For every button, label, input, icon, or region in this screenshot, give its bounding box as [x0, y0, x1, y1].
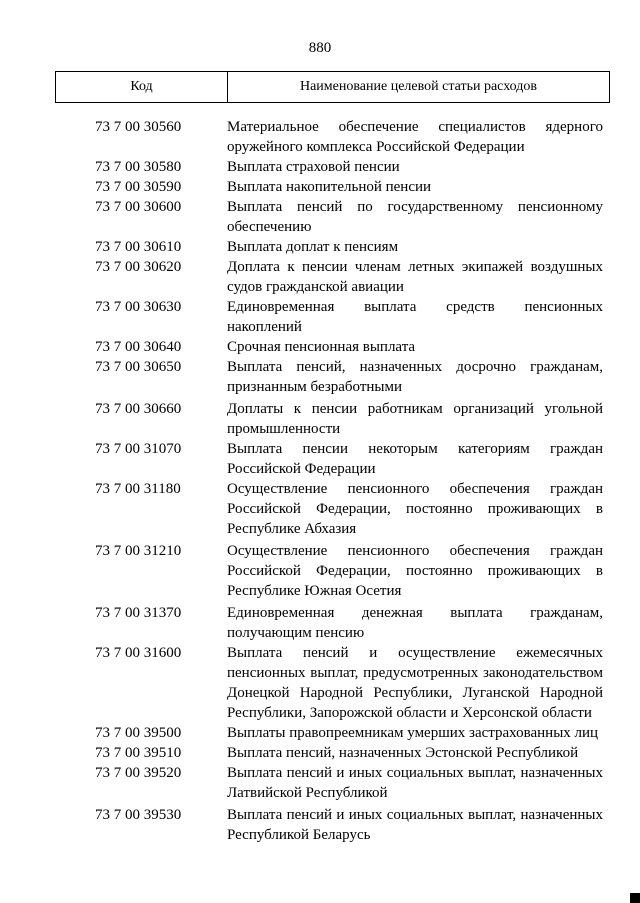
table-row — [0, 603, 640, 643]
row-code: 73 7 00 39520 — [95, 765, 182, 781]
row-name: Выплата страховой пенсии — [227, 159, 400, 175]
row-code: 73 7 00 30660 — [95, 401, 182, 417]
row-code: 73 7 00 30560 — [95, 119, 182, 135]
table-row — [0, 805, 640, 845]
table-row — [0, 157, 640, 177]
table-row — [0, 117, 640, 157]
table-row — [0, 357, 640, 397]
table-row — [0, 297, 640, 337]
table-row — [0, 439, 640, 479]
table-row — [0, 257, 640, 297]
row-code: 73 7 00 31210 — [95, 543, 182, 559]
row-code: 73 7 00 31180 — [95, 481, 181, 497]
table-row — [0, 723, 640, 743]
row-code: 73 7 00 31600 — [95, 645, 182, 661]
table-row — [0, 337, 640, 357]
row-name: Осуществление пенсионного обеспечения граждан Российской Федерации, постоянно проживающих в Республике Южная Осетия — [227, 543, 603, 599]
table-header — [55, 71, 610, 103]
table-row — [0, 399, 640, 439]
row-code: 73 7 00 30610 — [95, 239, 182, 255]
row-name: Выплата пенсий и иных социальных выплат, назначенных Латвийской Республикой — [227, 765, 603, 801]
row-name: Выплата пенсий и осуществление ежемесячных пенсионных выплат, предусмотренных законодательством Донецкой Народной Республики, Луганской Народной Республики, Запорожской области и Херсонской области — [227, 645, 603, 721]
row-code: 73 7 00 30590 — [95, 179, 182, 195]
row-code: 73 7 00 31370 — [95, 605, 182, 621]
row-name: Выплата доплат к пенсиям — [227, 239, 399, 255]
row-name: Выплата пенсий и иных социальных выплат, назначенных Республикой Беларусь — [227, 807, 603, 843]
row-name: Осуществление пенсионного обеспечения граждан Российской Федерации, постоянно проживающих в Республике Абхазия — [227, 481, 603, 537]
row-name: Материальное обеспечение специалистов ядерного оружейного комплекса Российской Федерации — [227, 119, 603, 155]
row-code: 73 7 00 31070 — [95, 441, 182, 457]
row-name: Единовременная денежная выплата гражданам, получающим пенсию — [227, 605, 603, 641]
row-code: 73 7 00 30580 — [95, 159, 182, 175]
row-name: Выплата пенсий, назначенных Эстонской Республикой — [227, 745, 579, 761]
row-code: 73 7 00 30620 — [95, 259, 182, 275]
row-code: 73 7 00 30640 — [95, 339, 182, 355]
row-code: 73 7 00 30600 — [95, 199, 182, 215]
row-name: Выплата пенсии некоторым категориям граждан Российской Федерации — [227, 441, 603, 477]
row-name: Выплата пенсий, назначенных досрочно гражданам, признанным безработными — [227, 359, 603, 395]
table-row — [0, 177, 640, 197]
row-name: Выплата пенсий по государственному пенсионному обеспечению — [227, 199, 603, 235]
row-name: Доплата к пенсии членам летных экипажей воздушных судов гражданской авиации — [227, 259, 603, 295]
code-column-header: Код — [56, 72, 228, 102]
table-row — [0, 541, 640, 601]
row-name: Доплаты к пенсии работникам организаций угольной промышленности — [227, 401, 603, 437]
row-name: Выплата накопительной пенсии — [227, 179, 432, 195]
table-row — [0, 763, 640, 803]
table-row — [0, 197, 640, 237]
row-name: Срочная пенсионная выплата — [227, 339, 416, 355]
table-body — [0, 117, 640, 845]
table-row — [0, 743, 640, 763]
page-number: 880 — [308, 40, 332, 56]
row-name: Выплаты правопреемникам умерших застрахованных лиц — [227, 725, 599, 741]
table-row — [0, 237, 640, 257]
table-row — [0, 643, 640, 723]
row-code: 73 7 00 39500 — [95, 725, 182, 741]
row-name: Единовременная выплата средств пенсионных накоплений — [227, 299, 603, 335]
row-code: 73 7 00 39530 — [95, 807, 182, 823]
row-code: 73 7 00 39510 — [95, 745, 182, 761]
name-column-header: Наименование целевой статьи расходов — [299, 79, 538, 94]
row-code: 73 7 00 30650 — [95, 359, 182, 375]
scan-corner-mark — [630, 893, 640, 903]
table-row — [0, 479, 640, 539]
row-code: 73 7 00 30630 — [95, 299, 182, 315]
